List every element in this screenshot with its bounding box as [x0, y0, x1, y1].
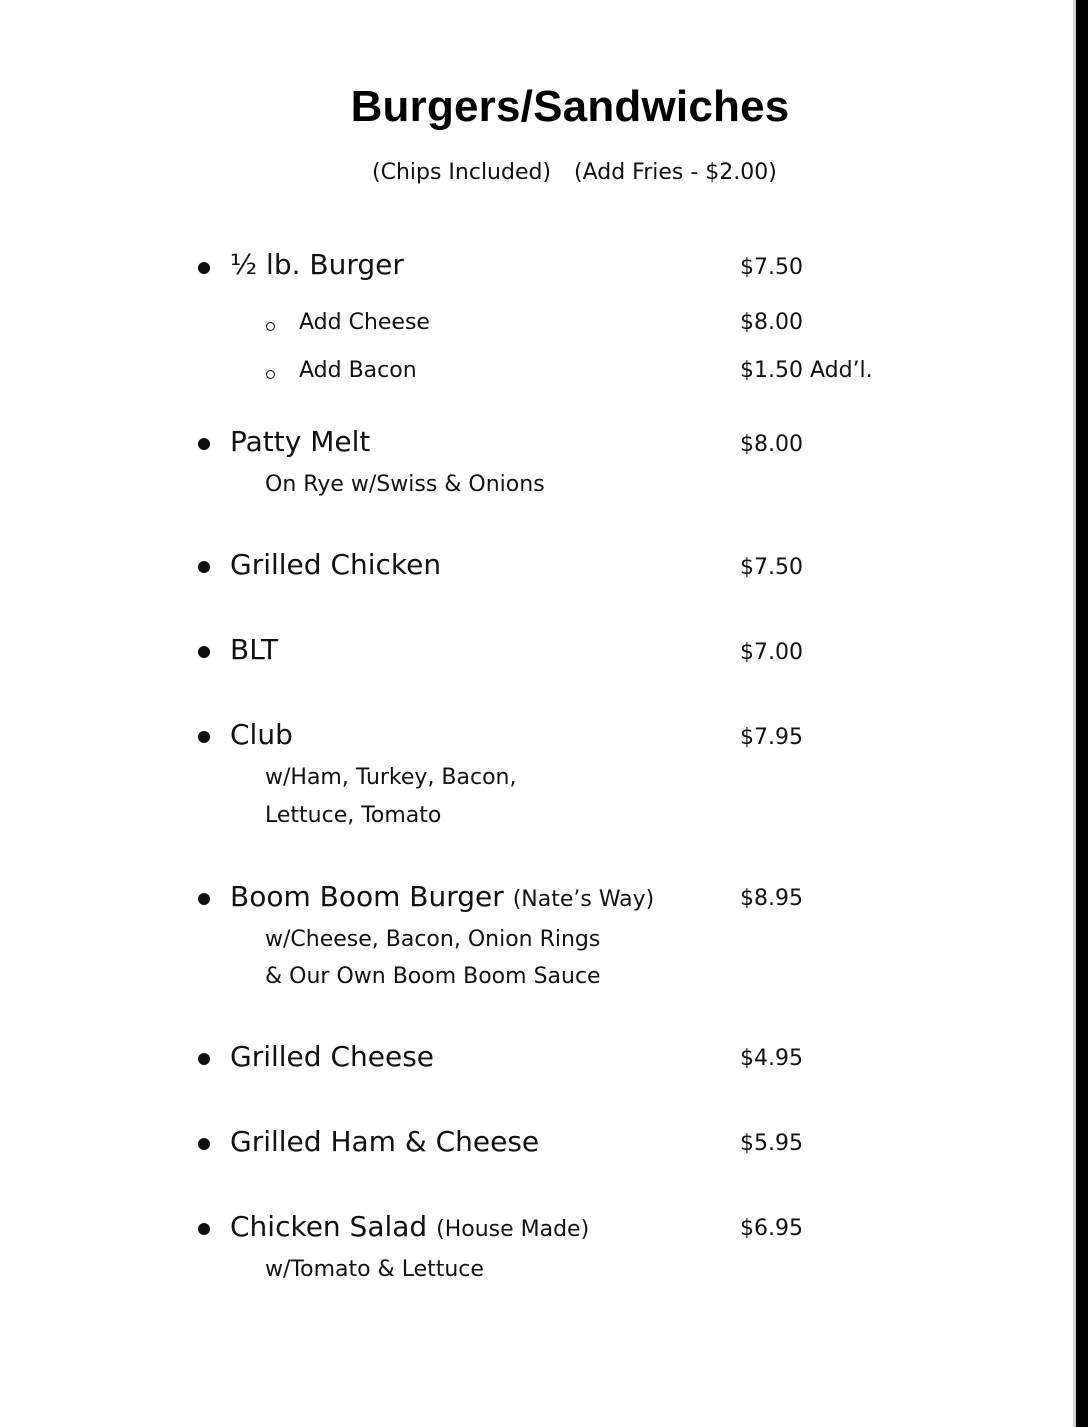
item-price: $6.95	[740, 1216, 803, 1241]
item-name: Club	[230, 718, 293, 751]
option-name: Add Cheese	[299, 310, 430, 335]
item-price: $4.95	[740, 1046, 803, 1071]
item-description: w/Ham, Turkey, Bacon,	[265, 765, 517, 790]
item-name	[230, 880, 654, 913]
item-price: $8.00	[740, 432, 803, 457]
item-price: $7.95	[740, 725, 803, 750]
item-description: On Rye w/Swiss & Onions	[265, 472, 545, 497]
item-name	[230, 1210, 589, 1243]
option-name: Add Bacon	[299, 358, 417, 383]
item-name: Grilled Ham & Cheese	[230, 1125, 540, 1158]
menu-title: Burgers/Sandwiches	[350, 82, 790, 131]
item-name-text: Boom Boom Burger	[230, 880, 504, 913]
page-edge	[1076, 0, 1088, 1427]
bullet-icon	[198, 1138, 210, 1150]
item-name: BLT	[230, 633, 279, 666]
item-name: Patty Melt	[230, 425, 371, 458]
bullet-icon	[198, 1053, 210, 1065]
bullet-icon	[198, 893, 210, 905]
option-price: $8.00	[740, 310, 803, 335]
item-description: w/Cheese, Bacon, Onion Rings	[265, 927, 601, 952]
item-price: $8.95	[740, 886, 803, 911]
item-description: & Our Own Boom Boom Sauce	[265, 964, 601, 989]
item-price: $5.95	[740, 1131, 803, 1156]
fries-note: (Add Fries - $2.00)	[574, 160, 777, 185]
item-price: $7.00	[740, 640, 803, 665]
item-note: (Nate’s Way)	[512, 887, 655, 912]
bullet-icon	[198, 561, 210, 573]
bullet-icon	[198, 262, 210, 274]
item-name: ½ lb. Burger	[230, 248, 404, 281]
bullet-icon	[198, 438, 210, 450]
item-price: $7.50	[740, 255, 803, 280]
circle-bullet-icon	[266, 370, 275, 379]
item-price: $7.50	[740, 555, 803, 580]
item-note: (House Made)	[436, 1217, 590, 1242]
chips-note: (Chips Included)	[372, 160, 552, 185]
bullet-icon	[198, 646, 210, 658]
option-price: $1.50 Add’l.	[740, 358, 873, 383]
item-name: Grilled Chicken	[230, 548, 442, 581]
item-name: Grilled Cheese	[230, 1040, 435, 1073]
bullet-icon	[198, 1223, 210, 1235]
item-description: w/Tomato & Lettuce	[265, 1257, 484, 1282]
item-description: Lettuce, Tomato	[265, 803, 442, 828]
item-name-text: Chicken Salad	[230, 1210, 428, 1243]
circle-bullet-icon	[266, 322, 275, 331]
bullet-icon	[198, 731, 210, 743]
